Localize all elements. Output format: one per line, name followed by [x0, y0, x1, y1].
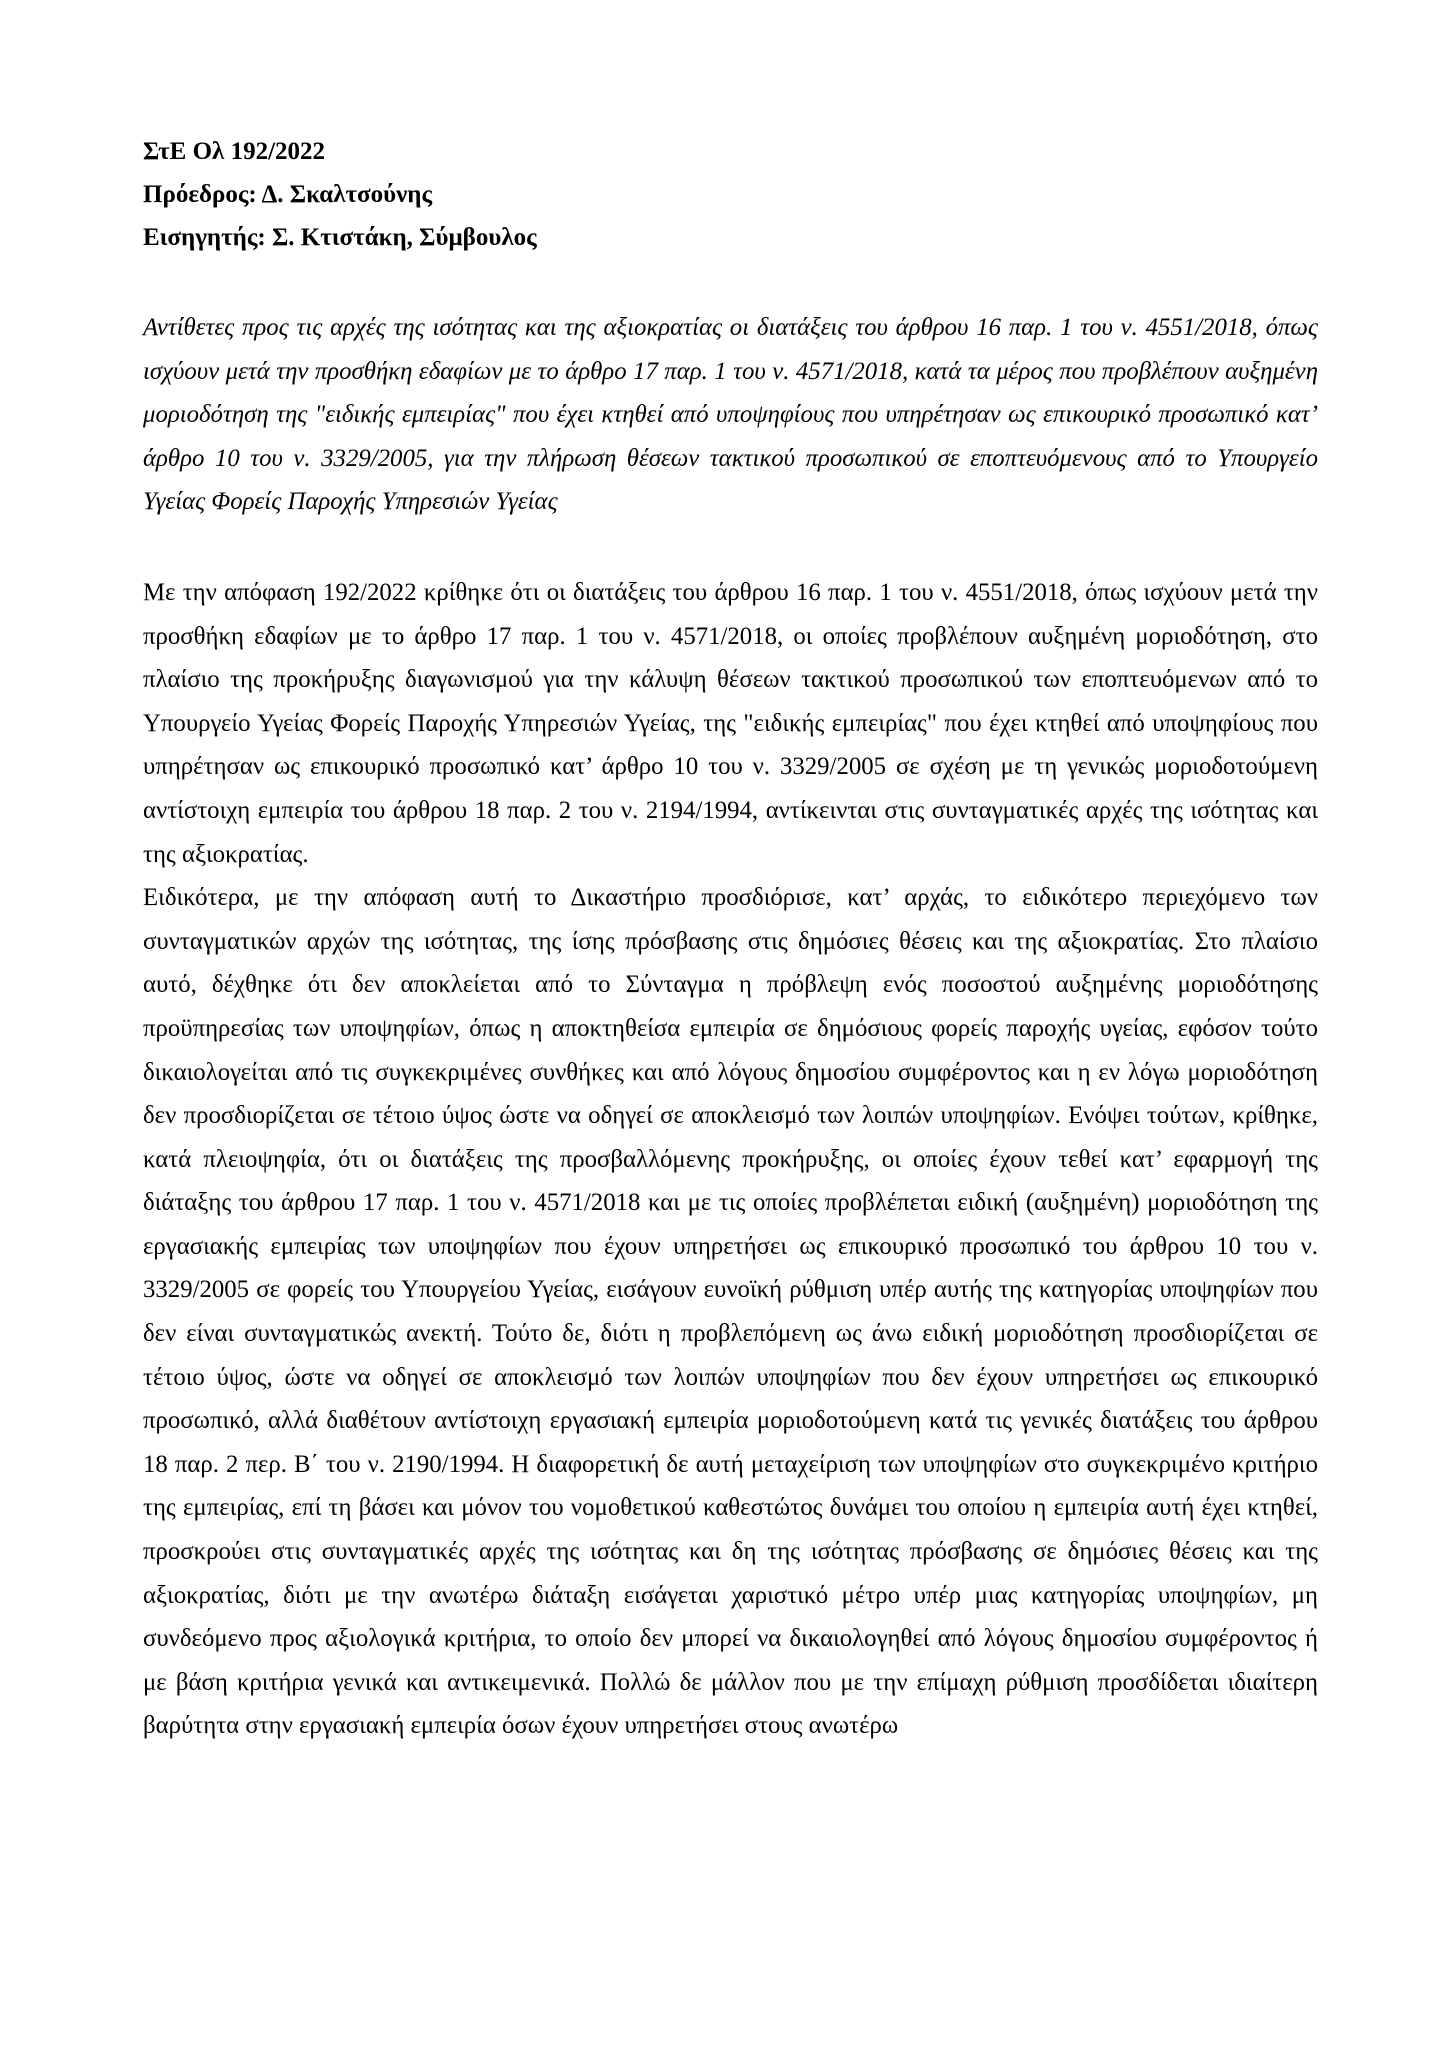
body-paragraph-1: Με την απόφαση 192/2022 κρίθηκε ότι οι διατάξεις του άρθρου 16 παρ. 1 του ν. 4551/2018, όπως ισχύουν μετά την προσθήκη εδαφίων με το άρθρο 17 παρ. 1 του ν. 4571/2018, οι οποίες προβλέπουν αυξημένη μοριοδότηση, στο πλαίσιο της προκήρυξης διαγωνισμού για την κάλυψη θέσεων τακτικού προσωπικού των εποπτευόμενων από το Υπουργείο Υγείας Φορείς Παροχής Υπηρεσιών Υγείας, της "ειδικής εμπειρίας" που έχει κτηθεί από υποψηφίους που υπηρέτησαν ως επικουρικό προσωπικό κατ’ άρθρο 10 του ν. 3329/2005 σε σχέση με τη γενικώς μοριοδοτούμενη αντίστοιχη εμπειρία του άρθρου 18 παρ. 2 του ν. 2194/1994, αντίκεινται στις συνταγματικές αρχές της ισότητας και της αξιοκρατίας.: [143, 578, 1318, 868]
document-page: [143, 130, 1318, 1748]
president-line: Πρόεδρος: Δ. Σκαλτσούνης: [143, 181, 433, 208]
case-number: ΣτΕ Ολ 192/2022: [143, 138, 326, 165]
body-paragraph-2: Ειδικότερα, με την απόφαση αυτή το Δικαστήριο προσδιόρισε, κατ’ αρχάς, το ειδικότερο περιεχόμενο των συνταγματικών αρχών της ισότητας, της ίσης πρόσβασης στις δημόσιες θέσεις και της αξιοκρατίας. Στο πλαίσιο αυτό, δέχθηκε ότι δεν αποκλείεται από το Σύνταγμα η πρόβλεψη ενός ποσοστού αυξημένης μοριοδότησης προϋπηρεσίας των υποψηφίων, όπως η αποκτηθείσα εμπειρία σε δημόσιους φορείς παροχής υγείας, εφόσον τούτο δικαιολογείται από τις συγκεκριμένες συνθήκες και από λόγους δημοσίου συμφέροντος και η εν λόγω μοριοδότηση δεν προσδιορίζεται σε τέτοιο ύψος ώστε να οδηγεί σε αποκλεισμό των λοιπών υποψηφίων. Ενόψει τούτων, κρίθηκε, κατά πλειοψηφία, ότι οι διατάξεις της προσβαλλόμενης προκήρυξης, οι οποίες έχουν τεθεί κατ’ εφαρμογή της διάταξης του άρθρου 17 παρ. 1 του ν. 4571/2018 και με τις οποίες προβλέπεται ειδική (αυξημένη) μοριοδότηση της εργασιακής εμπειρίας των υποψηφίων που έχουν υπηρετήσει ως επικουρικό προσωπικό του άρθρου 10 του ν. 3329/2005 σε φορείς του Υπουργείου Υγείας, εισάγουν ευνοϊκή ρύθμιση υπέρ αυτής της κατηγορίας υποψηφίων που δεν είναι συνταγματικώς ανεκτή. Τούτο δε, διότι η προβλεπόμενη ως άνω ειδική μοριοδότηση προσδιορίζεται σε τέτοιο ύψος, ώστε να οδηγεί σε αποκλεισμό των λοιπών υποψηφίων που δεν έχουν υπηρετήσει ως επικουρικό προσωπικό, αλλά διαθέτουν αντίστοιχη εργασιακή εμπειρία μοριοδοτούμενη κατά τις γενικές διατάξεις του άρθρου 18 παρ. 2 περ. Β΄ του ν. 2190/1994. Η διαφορετική δε αυτή μεταχείριση των υποψηφίων στο συγκεκριμένο κριτήριο της εμπειρίας, επί τη βάσει και μόνον του νομοθετικού καθεστώτος δυνάμει του οποίου η εμπειρία αυτή έχει κτηθεί, προσκρούει στις συνταγματικές αρχές της ισότητας και δη της ισότητας πρόσβασης σε δημόσιες θέσεις και της αξιοκρατίας, διότι με την ανωτέρω διάταξη εισάγεται χαριστικό μέτρο υπέρ μιας κατηγορίας υποψηφίων, μη συνδεόμενο προς αξιολογικά κριτήρια, το οποίο δεν μπορεί να δικαιολογηθεί από λόγους δημοσίου συμφέροντος ή με βάση κριτήρια γενικά και αντικειμενικά. Πολλώ δε μάλλον που με την επίμαχη ρύθμιση προσδίδεται ιδιαίτερη βαρύτητα στην εργασιακή εμπειρία όσων έχουν υπηρετήσει στους ανωτέρω: [143, 884, 1318, 1740]
decision-summary: Αντίθετες προς τις αρχές της ισότητας και της αξιοκρατίας οι διατάξεις του άρθρου 16 παρ. 1 του ν. 4551/2018, όπως ισχύουν μετά την προσθήκη εδαφίων με το άρθρο 17 παρ. 1 του ν. 4571/2018, κατά τα μέρος που προβλέπουν αυξημένη μοριοδότηση της "ειδικής εμπειρίας" που έχει κτηθεί από υποψηφίους που υπηρέτησαν ως επικουρικό προσωπικό κατ’ άρθρο 10 του ν. 3329/2005, για την πλήρωση θέσεων τακτικού προσωπικού σε εποπτευόμενους από το Υπουργείο Υγείας Φορείς Παροχής Υπηρεσιών Υγείας: [143, 314, 1318, 516]
rapporteur-line: Εισηγητής: Σ. Κτιστάκη, Σύμβουλος: [143, 224, 537, 251]
